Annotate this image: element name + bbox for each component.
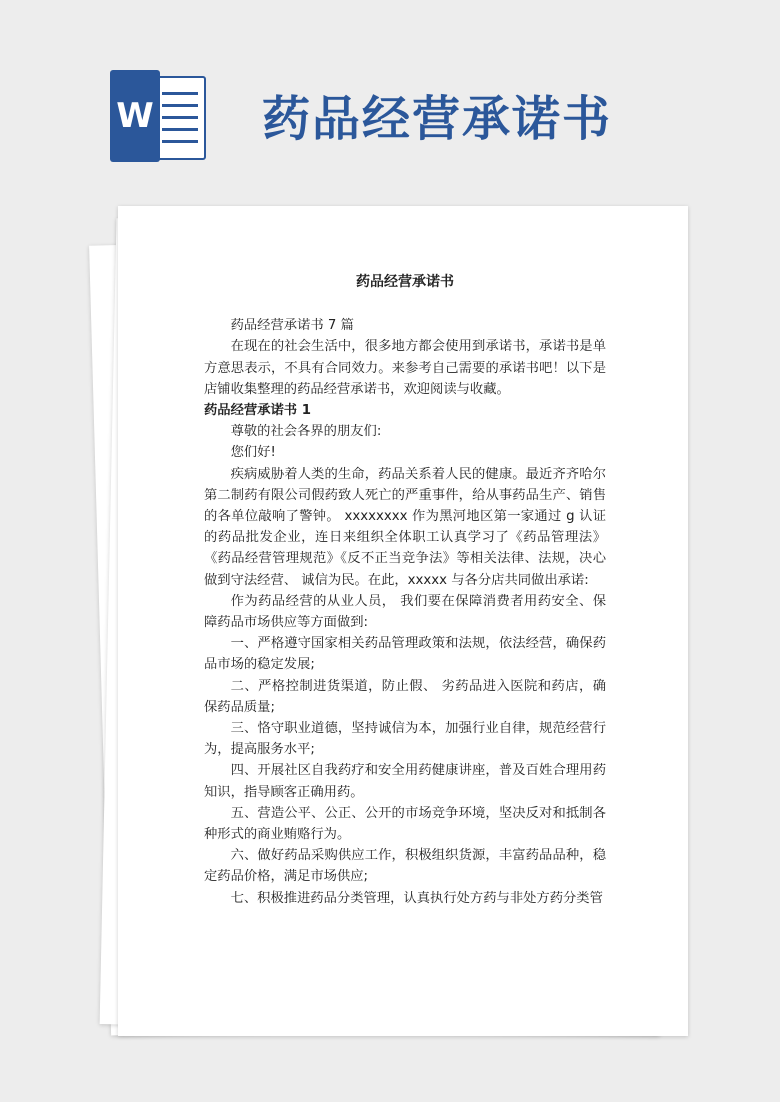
body-paragraph: 尊敬的社会各界的朋友们: (230, 424, 382, 440)
word-document-icon (110, 70, 206, 162)
word-letter-badge: W (110, 70, 160, 162)
body-paragraph: 七、积极推进药品分类管理，认真执行处方药与非处方药分类管 (230, 890, 603, 906)
document-page (118, 206, 688, 1036)
body-paragraph: 在现在的社会生活中，很多地方都会使用到承诺书，承诺书是单方意思表示，不具有合同效力。来参考自己需要的承诺书吧！以下是店铺收集整理的药品经营承诺书，欢迎阅读与收藏。 (204, 339, 606, 397)
document-body (204, 315, 606, 909)
body-paragraph: 六、做好药品采购供应工作，积极组织货源，丰富药品品种，稳定药品价格，满足市场供应; (204, 848, 606, 885)
body-paragraph: 作为药品经营的从业人员， 我们要在保障消费者用药安全、保障药品市场供应等方面做到: (204, 593, 606, 631)
body-paragraph: 一、严格遵守国家相关药品管理政策和法规，依法经营，确保药品市场的稳定发展; (204, 636, 606, 673)
body-paragraph: 三、恪守职业道德，坚持诚信为本，加强行业自律，规范经营行为，提高服务水平; (204, 721, 606, 758)
body-paragraph: 您们好! (230, 445, 276, 461)
document-content (204, 272, 606, 909)
body-paragraph: 疾病威胁着人类的生命，药品关系着人民的健康。最近齐齐哈尔第二制药有限公司假药致人死亡的严重事件，给从事药品生产、销售的各单位敲响了警钟。 xxxxxxxx 作为黑河地区第一家通过 g 认证的药品批发企业，连日来组织全体职工认真学习了《药品管理法》《药品经营管理规范》《反不正当竞争法》等相关法律、法规，决心做到守法经营、 诚信为民。在此，xxxxx 与各分店共同做出承诺: (204, 466, 606, 588)
section-heading: 药品经营承诺书 1 (204, 403, 311, 419)
header-banner (0, 0, 780, 200)
body-paragraph: 二、严格控制进货渠道，防止假、 劣药品进入医院和药店，确保药品质量; (204, 678, 606, 715)
body-paragraph: 五、营造公平、公正、公开的市场竞争环境，坚决反对和抵制各种形式的商业贿赂行为。 (204, 805, 606, 843)
banner-title: 药品经营承诺书 (262, 91, 613, 147)
body-paragraph: 药品经营承诺书 7 篇 (230, 318, 354, 334)
body-paragraph: 四、开展社区自我药疗和安全用药健康讲座，普及百姓合理用药知识，指导顾客正确用药。 (204, 763, 606, 800)
document-title: 药品经营承诺书 (356, 274, 454, 290)
